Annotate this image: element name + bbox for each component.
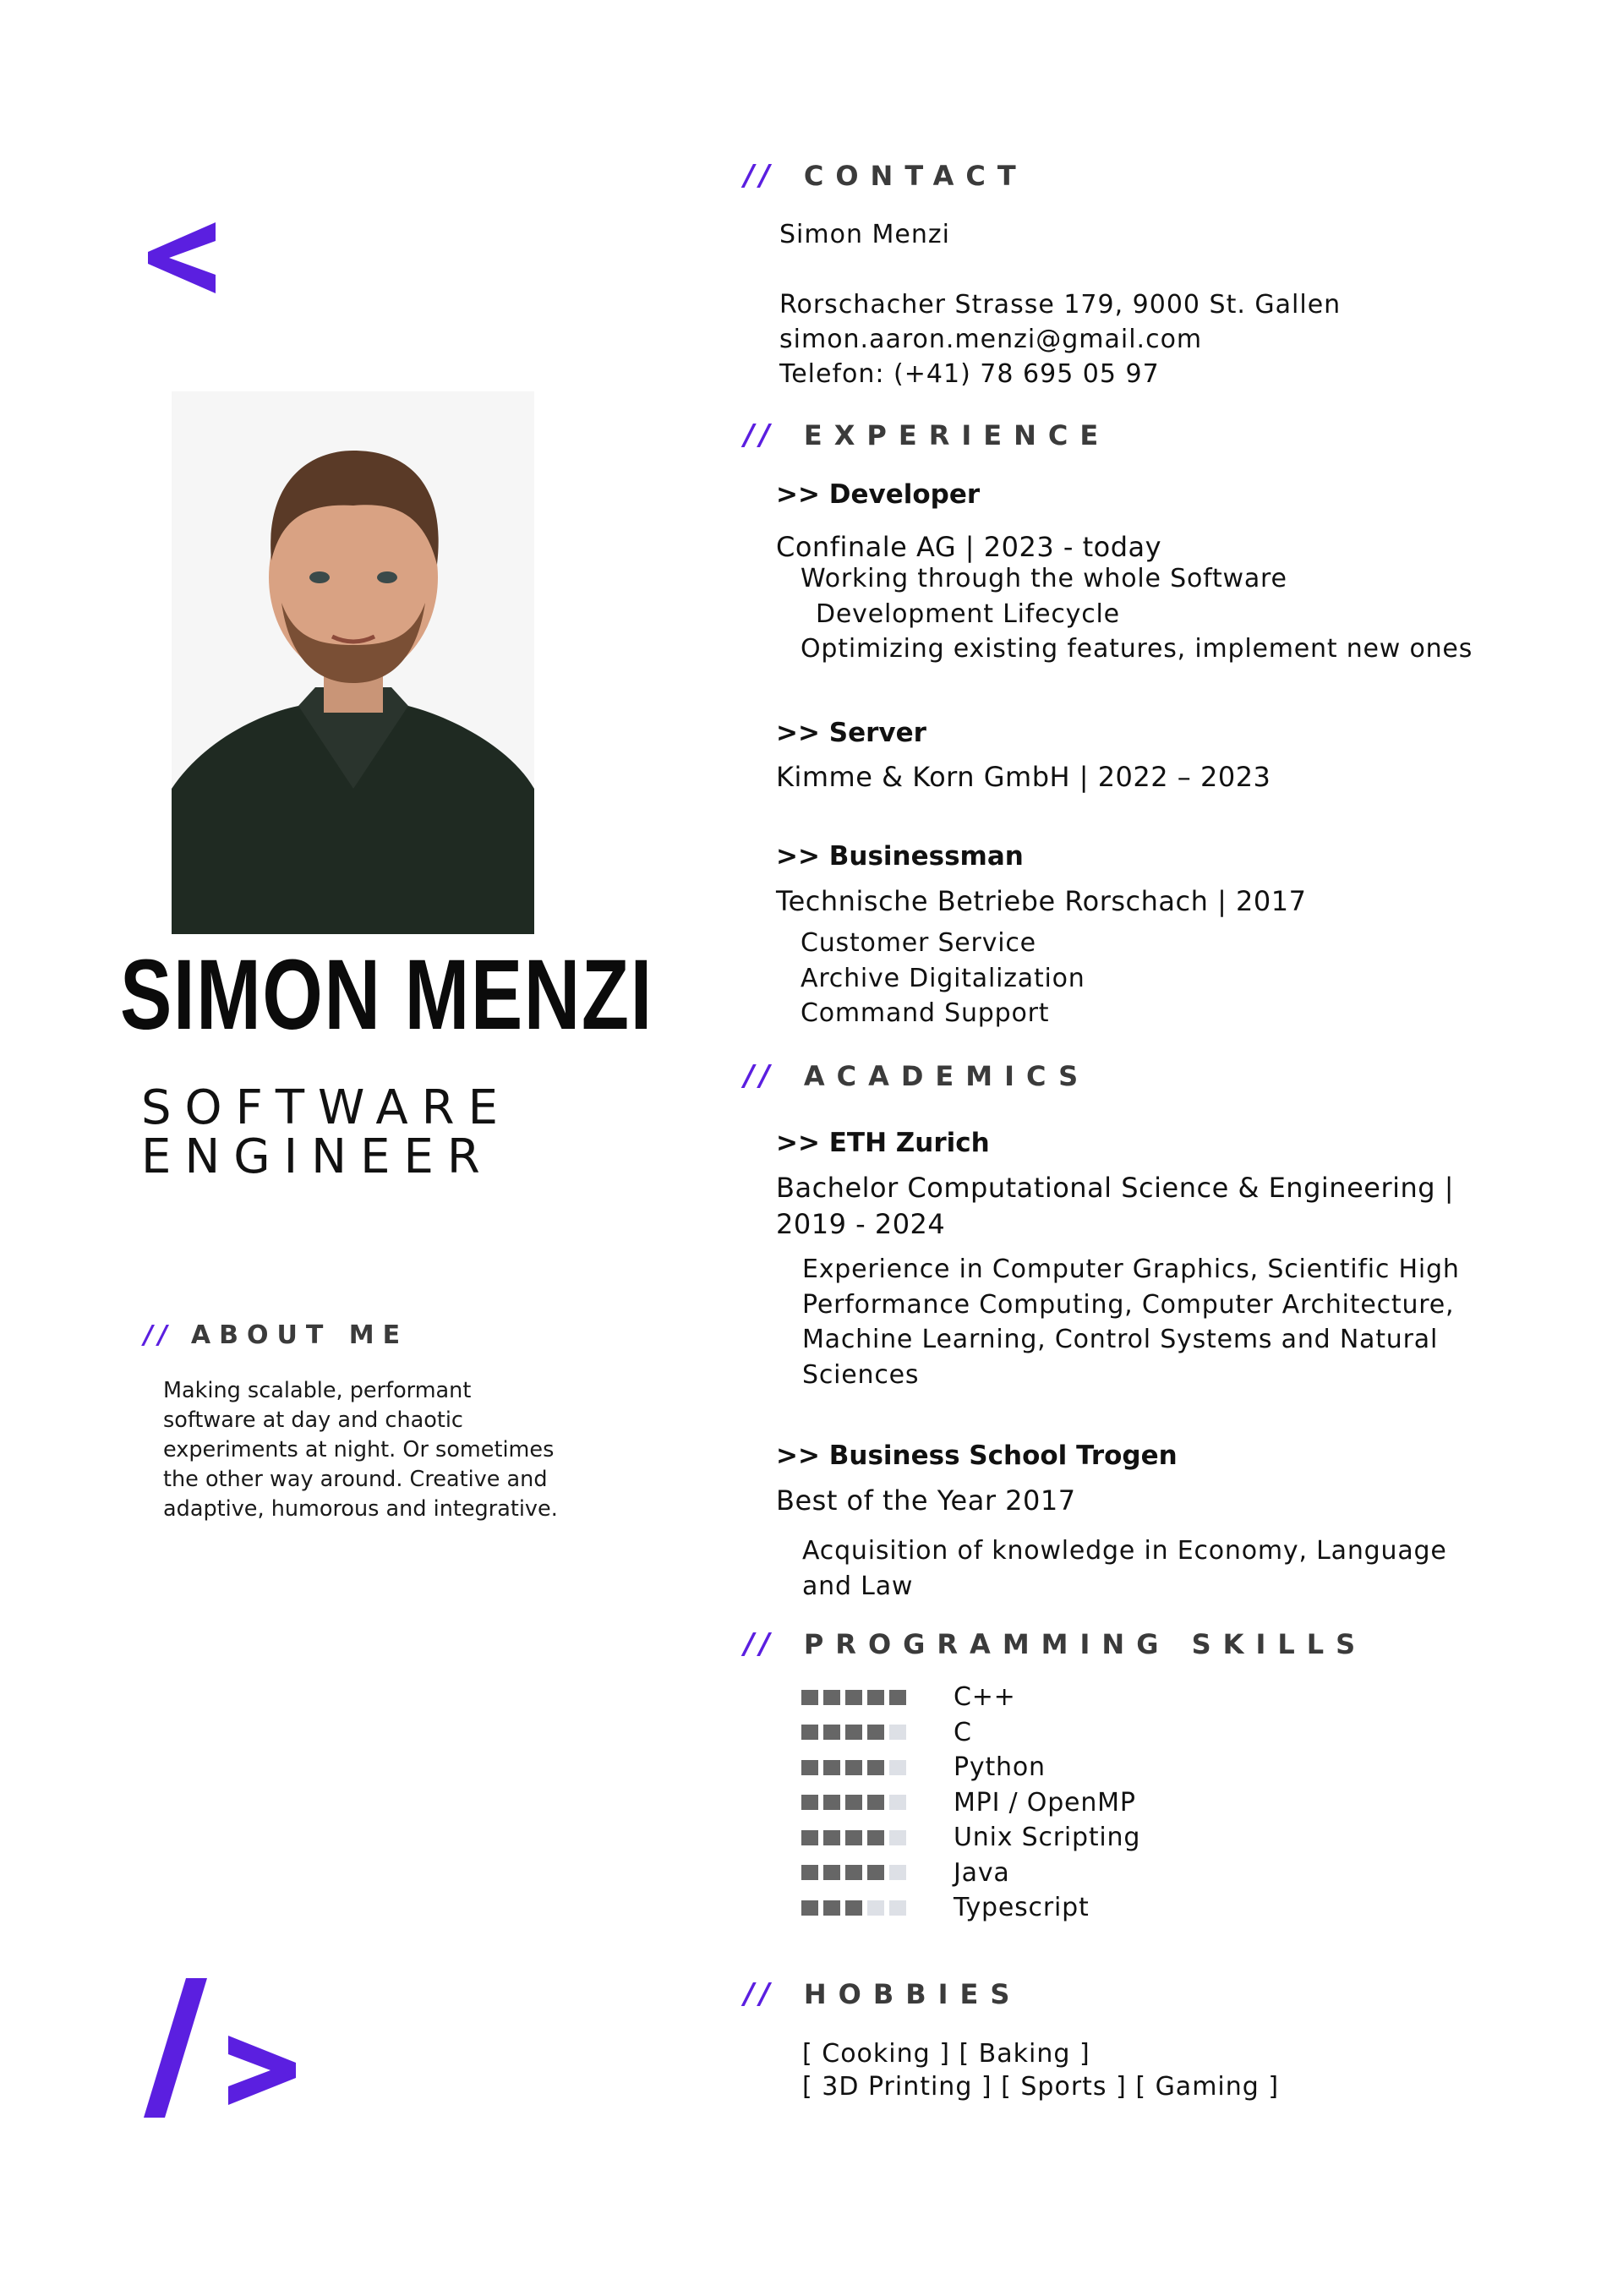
- experience-bullet: Command Support: [801, 998, 1050, 1028]
- skill-row: [801, 1752, 1046, 1782]
- hobbies-line: [ Cooking ] [ Baking ]: [802, 2039, 1090, 2069]
- skill-name: C: [954, 1717, 972, 1747]
- experience-heading-text: EXPERIENCE: [803, 419, 1111, 451]
- skill-bar-filled: [823, 1725, 840, 1740]
- skill-bar-filled: [801, 1900, 818, 1916]
- hobbies-slashes: //: [744, 1977, 775, 2011]
- academics-desc: Experience in Computer Graphics, Scientific High: [802, 1255, 1460, 1284]
- skill-bar-filled: [823, 1900, 840, 1916]
- skill-name: C++: [954, 1682, 1016, 1712]
- skill-bar-filled: [845, 1795, 862, 1810]
- contact-slashes: //: [744, 159, 775, 193]
- skill-bar-filled: [845, 1900, 862, 1916]
- academics-desc: Sciences: [802, 1360, 920, 1390]
- academics-degree: Bachelor Computational Science & Engineering |: [776, 1172, 1455, 1204]
- experience-bullet: Customer Service: [801, 928, 1036, 958]
- hobbies-heading: [744, 1977, 1021, 2011]
- skill-bar-filled: [845, 1830, 862, 1845]
- skill-level-bars: [801, 1795, 954, 1810]
- skills-slashes: //: [744, 1627, 775, 1661]
- skill-bar-filled: [801, 1795, 818, 1810]
- academics-desc: Machine Learning, Control Systems and Natural: [802, 1325, 1439, 1354]
- profile-title-line2: ENGINEER: [141, 1129, 494, 1184]
- skill-row: [801, 1682, 1016, 1712]
- skill-level-bars: [801, 1900, 954, 1916]
- skill-bar-filled: [823, 1865, 840, 1880]
- skill-bar-empty: [889, 1865, 906, 1880]
- contact-name: Simon Menzi: [779, 220, 950, 249]
- experience-slashes: //: [744, 418, 775, 452]
- academics-desc: Performance Computing, Computer Architecture,: [802, 1290, 1455, 1320]
- skill-row: [801, 1823, 1140, 1852]
- skill-level-bars: [801, 1830, 954, 1845]
- academics-desc: and Law: [802, 1572, 914, 1601]
- contact-heading-text: CONTACT: [803, 160, 1028, 192]
- skill-bar-empty: [889, 1830, 906, 1845]
- hobbies-line: [ 3D Printing ] [ Sports ] [ Gaming ]: [802, 2072, 1280, 2102]
- experience-bullet: Archive Digitalization: [801, 964, 1085, 993]
- skill-bar-filled: [867, 1760, 884, 1775]
- contact-phone: Telefon: (+41) 78 695 05 97: [779, 359, 1160, 389]
- hobbies-heading-text: HOBBIES: [803, 1978, 1022, 2010]
- skill-bar-filled: [889, 1690, 906, 1705]
- experience-bullet: Working through the whole Software: [801, 564, 1287, 593]
- experience-bullet: Development Lifecycle: [816, 599, 1120, 629]
- profile-title-line1: SOFTWARE: [141, 1080, 511, 1135]
- skill-row: [801, 1718, 972, 1747]
- skill-bar-filled: [823, 1760, 840, 1775]
- skill-bar-filled: [867, 1865, 884, 1880]
- skills-heading: [744, 1627, 1367, 1661]
- skill-bar-filled: [845, 1760, 862, 1775]
- skill-bar-empty: [889, 1795, 906, 1810]
- skill-bar-empty: [889, 1900, 906, 1916]
- experience-org: Technische Betriebe Rorschach | 2017: [776, 885, 1307, 917]
- experience-role: >> Businessman: [776, 841, 1024, 872]
- skill-bar-filled: [801, 1760, 818, 1775]
- skill-bar-filled: [801, 1690, 818, 1705]
- skill-row: [801, 1893, 1090, 1922]
- skill-bar-filled: [801, 1830, 818, 1845]
- academics-heading-text: ACADEMICS: [803, 1060, 1090, 1092]
- skill-bar-filled: [845, 1690, 862, 1705]
- skill-bar-filled: [823, 1690, 840, 1705]
- skill-bar-filled: [801, 1865, 818, 1880]
- skill-bar-empty: [867, 1900, 884, 1916]
- skill-name: Python: [954, 1752, 1046, 1782]
- skill-bar-empty: [889, 1760, 906, 1775]
- skill-bar-empty: [889, 1725, 906, 1740]
- about-heading: [144, 1320, 408, 1350]
- skill-bar-filled: [867, 1795, 884, 1810]
- skill-bar-filled: [845, 1725, 862, 1740]
- skill-bar-filled: [867, 1690, 884, 1705]
- skill-name: Typescript: [954, 1893, 1090, 1922]
- profile-name: SIMON MENZI: [120, 939, 653, 1051]
- skill-name: Unix Scripting: [954, 1823, 1141, 1852]
- contact-heading: [744, 159, 1028, 193]
- profile-photo: [172, 391, 534, 934]
- skill-row: [801, 1858, 1010, 1888]
- academics-heading: [744, 1059, 1090, 1093]
- experience-role: >> Developer: [776, 479, 981, 510]
- profile-title: [141, 1080, 511, 1184]
- experience-org: Confinale AG | 2023 - today: [776, 531, 1162, 563]
- academics-degree: 2019 - 2024: [776, 1208, 946, 1240]
- skill-name: Java: [954, 1857, 1010, 1888]
- about-heading-text: ABOUT ME: [190, 1320, 409, 1350]
- contact-email[interactable]: simon.aaron.menzi@gmail.com: [779, 325, 1203, 354]
- experience-bullet: Optimizing existing features, implement new ones: [801, 634, 1473, 664]
- skills-heading-text: PROGRAMMING SKILLS: [803, 1628, 1368, 1660]
- less-than-icon: [144, 216, 220, 300]
- about-slashes: //: [144, 1320, 172, 1350]
- slash-greater-than-icon: [139, 1978, 309, 2130]
- skill-bar-filled: [845, 1865, 862, 1880]
- academics-degree: Best of the Year 2017: [776, 1484, 1076, 1517]
- academics-desc: Acquisition of knowledge in Economy, Language: [802, 1536, 1447, 1566]
- about-text: Making scalable, performant software at day and chaotic experiments at night. Or sometimes the other way around. Creative and adaptive, humorous and integrative.: [163, 1378, 558, 1522]
- skill-level-bars: [801, 1865, 954, 1880]
- skill-bar-filled: [823, 1830, 840, 1845]
- experience-role: >> Server: [776, 718, 926, 748]
- skill-level-bars: [801, 1725, 954, 1740]
- skill-level-bars: [801, 1690, 954, 1705]
- skill-bar-filled: [867, 1830, 884, 1845]
- skill-level-bars: [801, 1760, 954, 1775]
- skill-row: [801, 1788, 1136, 1818]
- experience-heading: [744, 418, 1110, 452]
- contact-address: Rorschacher Strasse 179, 9000 St. Gallen: [779, 290, 1342, 320]
- skill-bar-filled: [801, 1725, 818, 1740]
- skill-name: MPI / OpenMP: [954, 1787, 1136, 1818]
- academics-slashes: //: [744, 1059, 775, 1093]
- skill-bar-filled: [867, 1725, 884, 1740]
- skill-bar-filled: [823, 1795, 840, 1810]
- experience-org: Kimme & Korn GmbH | 2022 – 2023: [776, 761, 1271, 793]
- academics-school: >> ETH Zurich: [776, 1128, 990, 1158]
- academics-school: >> Business School Trogen: [776, 1440, 1178, 1471]
